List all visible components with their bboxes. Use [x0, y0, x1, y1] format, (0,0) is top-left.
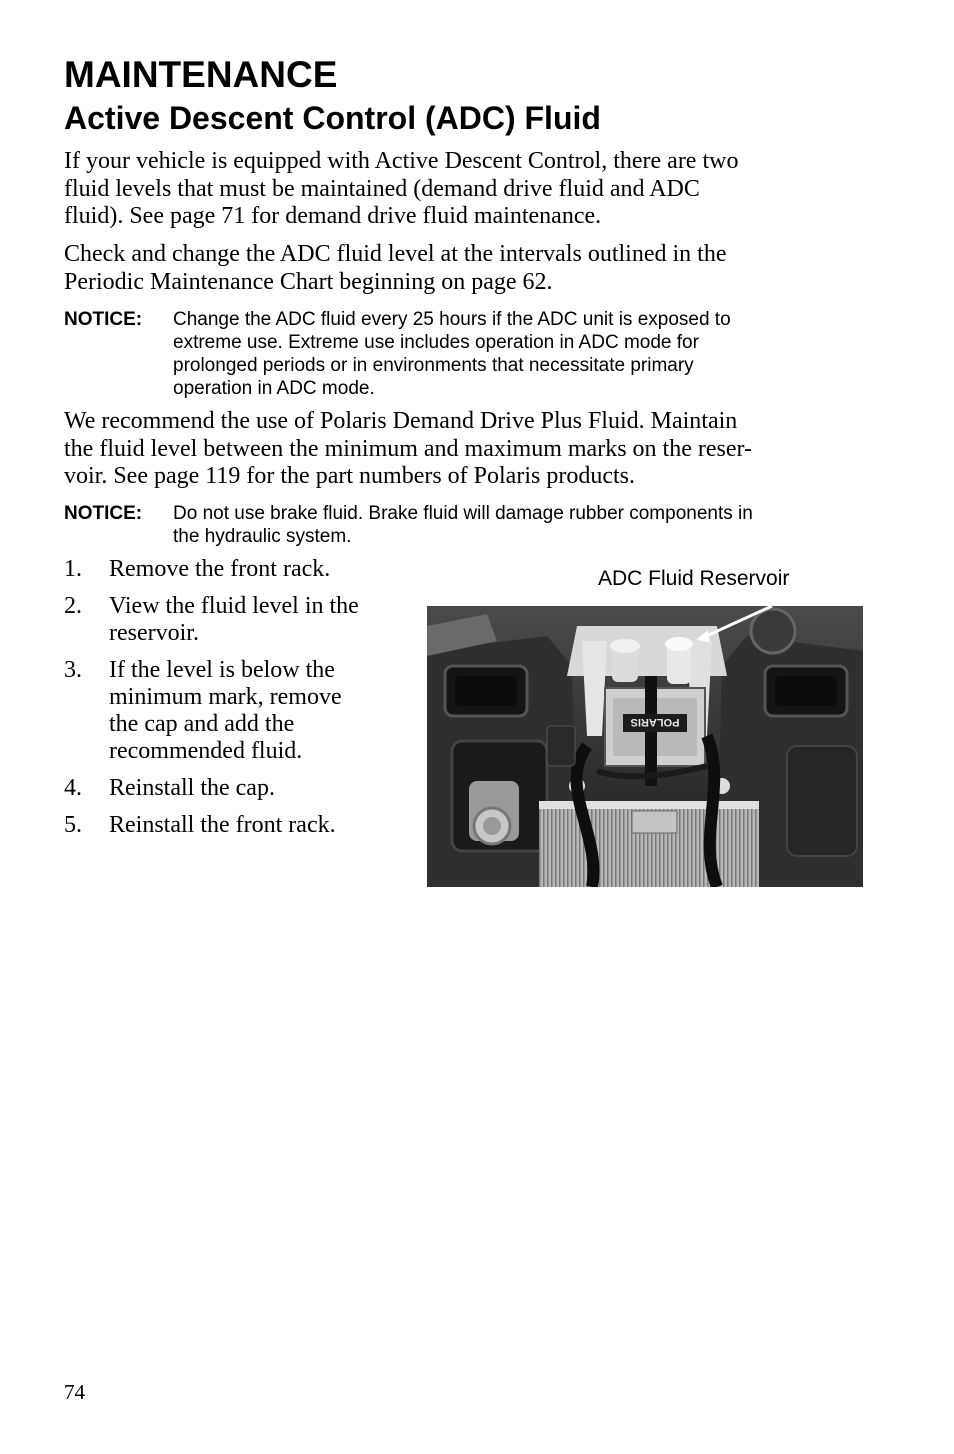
figure-caption: ADC Fluid Reservoir — [598, 567, 790, 590]
text-line: extreme use. Extreme use includes operation in ADC mode for — [173, 332, 699, 353]
notice-body — [173, 308, 731, 400]
recommend-paragraph — [64, 408, 864, 491]
adc-reservoir-photo — [427, 606, 863, 887]
text-line: Do not use brake fluid. Brake fluid will damage rubber components in — [173, 503, 753, 524]
step-text: reservoir. — [109, 620, 199, 646]
notice-label: NOTICE: — [64, 309, 143, 330]
text-line: prolonged periods or in environments that necessitate primary — [173, 355, 694, 376]
intro-paragraph — [64, 148, 864, 231]
text-line: voir. See page 119 for the part numbers of Polaris products. — [64, 463, 635, 489]
step-number: 4. — [64, 775, 82, 801]
text-line: If your vehicle is equipped with Active Descent Control, there are two — [64, 148, 739, 174]
text-line: Check and change the ADC fluid level at the intervals outlined in the — [64, 241, 727, 267]
step-text: Reinstall the cap. — [109, 775, 275, 801]
list-item — [64, 556, 414, 583]
battery-logo: POLARIS — [630, 716, 680, 728]
step-number: 3. — [64, 657, 82, 683]
list-item — [64, 657, 414, 765]
list-item — [64, 775, 414, 802]
step-number: 2. — [64, 593, 82, 619]
step-number: 1. — [64, 556, 82, 582]
text-line: fluid levels that must be maintained (demand drive fluid and ADC — [64, 175, 700, 202]
section-title: MAINTENANCE — [64, 54, 338, 95]
notice-adc-fluid-interval — [64, 308, 894, 400]
notice-body — [173, 502, 753, 548]
notice-label: NOTICE: — [64, 503, 143, 524]
step-text: Remove the front rack. — [109, 556, 331, 582]
page-number: 74 — [64, 1380, 85, 1404]
step-text: If the level is below the — [109, 657, 335, 683]
step-text: Reinstall the front rack. — [109, 812, 336, 838]
procedure-steps — [64, 556, 414, 849]
list-item — [64, 593, 414, 647]
step-text: minimum mark, remove — [109, 684, 342, 710]
text-line: the hydraulic system. — [173, 526, 352, 547]
step-number: 5. — [64, 812, 82, 838]
subsection-title: Active Descent Control (ADC) Fluid — [64, 100, 601, 136]
step-text: recommended fluid. — [109, 738, 303, 764]
check-paragraph — [64, 241, 864, 296]
step-text: the cap and add the — [109, 711, 295, 737]
text-line: Periodic Maintenance Chart beginning on page 62. — [64, 268, 553, 295]
text-line: operation in ADC mode. — [173, 378, 375, 399]
step-text: View the fluid level in the — [109, 593, 359, 619]
list-item — [64, 812, 414, 839]
text-line: fluid). See page 71 for demand drive fluid maintenance. — [64, 203, 602, 229]
text-line: Change the ADC fluid every 25 hours if the ADC unit is exposed to — [173, 309, 731, 330]
text-line: We recommend the use of Polaris Demand Drive Plus Fluid. Maintain — [64, 408, 738, 434]
notice-brake-fluid — [64, 502, 894, 548]
text-line: the fluid level between the minimum and maximum marks on the reser- — [64, 435, 752, 462]
